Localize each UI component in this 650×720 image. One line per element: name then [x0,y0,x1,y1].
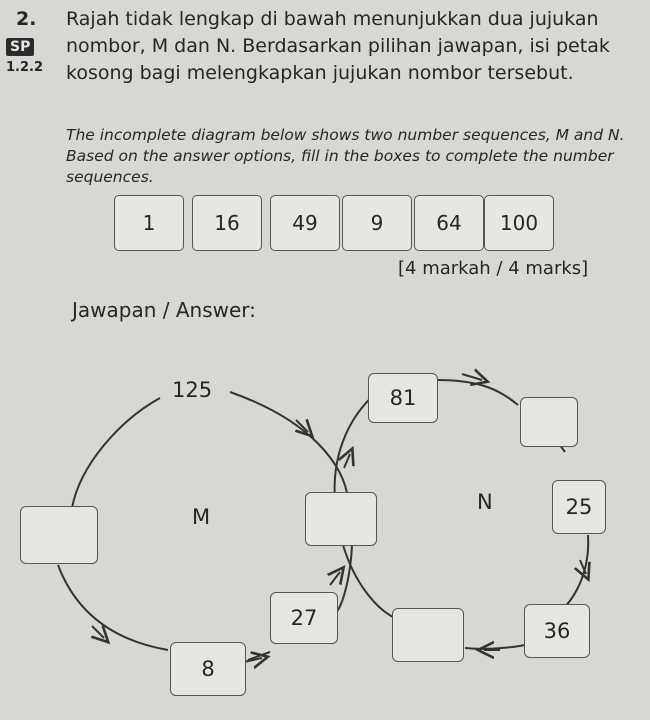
option-box-2[interactable]: 16 [192,195,262,251]
question-text-english: The incomplete diagram below shows two number sequences, M and N. Based on the answer options, fill in the boxes to complete the number sequences. [66,126,625,186]
answer-heading: Jawapan / Answer: [72,298,256,322]
marks-label: [4 markah / 4 marks] [398,258,589,279]
option-box-3[interactable]: 49 [270,195,340,251]
sequence-m-label: M [192,505,211,529]
seq-n-box-25: 25 [552,480,606,534]
seq-m-box-8: 8 [170,642,246,696]
sequence-m-curve [72,398,160,508]
seq-m-value-125: 125 [172,378,213,402]
seq-n-empty-box-2[interactable] [392,608,464,662]
seq-m-empty-box-1[interactable] [20,506,98,564]
option-box-1[interactable]: 1 [114,195,184,251]
arrow-head [344,454,350,468]
seq-n-box-81: 81 [368,373,438,423]
seq-m-box-27: 27 [270,592,338,644]
arrow-head [330,572,340,585]
sequence-n-curve [560,535,588,612]
sequence-m-curve [230,392,348,500]
sequence-m-curve [336,545,352,612]
option-box-6[interactable]: 100 [484,195,554,251]
arrow-head [462,374,482,380]
standard-code: 1.2.2 [6,60,44,75]
arrow-head [92,626,104,638]
sequence-m-curve [58,565,168,650]
option-box-5[interactable]: 64 [414,195,484,251]
sequence-n-label: N [477,490,493,514]
question-number: 2. [16,8,37,30]
question-text-malay: Rajah tidak lengkap di bawah menunjukkan dua jujukan nombor, M dan N. Berdasarkan pilihan jawapan, isi petak kosong bagi melengkapkan jujukan nombor tersebut. [66,8,610,84]
option-box-4[interactable]: 9 [342,195,412,251]
shared-empty-box[interactable] [305,492,377,546]
seq-n-box-36: 36 [524,604,590,658]
sequence-n-curve [465,645,525,649]
sp-badge: SP [6,38,34,56]
seq-n-empty-box-1[interactable] [520,397,578,447]
sequence-n-curve [438,380,518,405]
